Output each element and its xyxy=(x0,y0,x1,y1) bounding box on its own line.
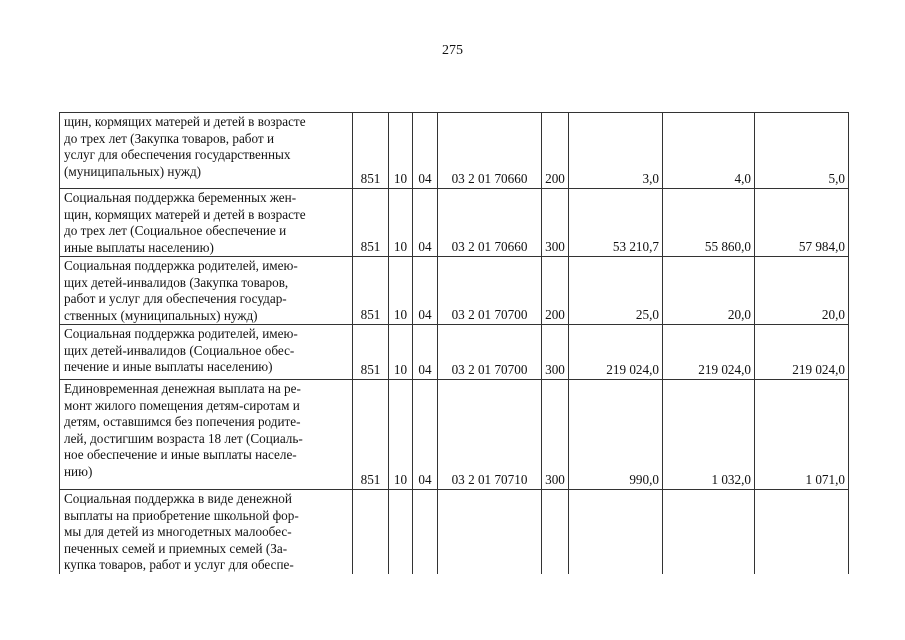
table-row xyxy=(60,189,849,257)
ministry-code-cell xyxy=(353,490,389,574)
amount-year2-cell: 1 032,0 xyxy=(663,380,755,490)
target-article-cell: 03 2 01 70700 xyxy=(438,257,542,325)
subsection-code-cell xyxy=(413,490,438,574)
amount-year2-cell: 4,0 xyxy=(663,113,755,189)
section-code-cell: 10 xyxy=(389,325,413,380)
amount-year1-cell: 3,0 xyxy=(569,113,663,189)
row-name-cell: щин, кормящих матерей и детей в возрасте до трех лет (Закупка товаров, работ и услуг для обеспечения государственных (муниципальных) нужд) xyxy=(60,113,353,189)
subsection-code-cell: 04 xyxy=(413,113,438,189)
table-row xyxy=(60,113,849,189)
amount-year1-cell: 990,0 xyxy=(569,380,663,490)
ministry-code-cell: 851 xyxy=(353,325,389,380)
table-row xyxy=(60,380,849,490)
expense-type-cell: 200 xyxy=(542,113,569,189)
ministry-code-cell: 851 xyxy=(353,257,389,325)
target-article-cell xyxy=(438,490,542,574)
expense-type-cell: 200 xyxy=(542,257,569,325)
amount-year2-cell: 55 860,0 xyxy=(663,189,755,257)
table-row xyxy=(60,325,849,380)
section-code-cell: 10 xyxy=(389,380,413,490)
amount-year2-cell: 219 024,0 xyxy=(663,325,755,380)
amount-year1-cell: 219 024,0 xyxy=(569,325,663,380)
amount-year3-cell: 57 984,0 xyxy=(755,189,849,257)
ministry-code-cell: 851 xyxy=(353,189,389,257)
row-name-cell: Социальная поддержка в виде денежной выплаты на приобретение школьной фор- мы для детей из многодетных малообес- печенных семей и приемных семей (За- купка товаров, работ и услуг для обеспе- xyxy=(60,490,353,574)
amount-year2-cell: 20,0 xyxy=(663,257,755,325)
expense-type-cell: 300 xyxy=(542,325,569,380)
row-name-cell: Единовременная денежная выплата на ре- монт жилого помещения детям-сиротам и детям, оставшимся без попечения родите- лей, достигшим возраста 18 лет (Социаль- ное обеспечение и иные выплаты населе- нию) xyxy=(60,380,353,490)
subsection-code-cell: 04 xyxy=(413,257,438,325)
target-article-cell: 03 2 01 70660 xyxy=(438,113,542,189)
row-name-cell: Социальная поддержка родителей, имею- щих детей-инвалидов (Социальное обес- печение и иные выплаты населению) xyxy=(60,325,353,380)
table-row xyxy=(60,257,849,325)
subsection-code-cell: 04 xyxy=(413,325,438,380)
table-row xyxy=(60,490,849,574)
amount-year1-cell: 53 210,7 xyxy=(569,189,663,257)
target-article-cell: 03 2 01 70710 xyxy=(438,380,542,490)
ministry-code-cell: 851 xyxy=(353,113,389,189)
page-number: 275 xyxy=(442,43,463,58)
section-code-cell: 10 xyxy=(389,257,413,325)
amount-year2-cell xyxy=(663,490,755,574)
section-code-cell xyxy=(389,490,413,574)
expense-type-cell: 300 xyxy=(542,380,569,490)
subsection-code-cell: 04 xyxy=(413,189,438,257)
amount-year3-cell xyxy=(755,490,849,574)
amount-year1-cell: 25,0 xyxy=(569,257,663,325)
amount-year3-cell: 1 071,0 xyxy=(755,380,849,490)
amount-year3-cell: 219 024,0 xyxy=(755,325,849,380)
target-article-cell: 03 2 01 70700 xyxy=(438,325,542,380)
row-name-cell: Социальная поддержка родителей, имею- щих детей-инвалидов (Закупка товаров, работ и услуг для обеспечения государ- ственных (муниципальных) нужд) xyxy=(60,257,353,325)
section-code-cell: 10 xyxy=(389,113,413,189)
row-name-cell: Социальная поддержка беременных жен- щин, кормящих матерей и детей в возрасте до трех лет (Социальное обеспечение и иные выплаты населению) xyxy=(60,189,353,257)
amount-year3-cell: 20,0 xyxy=(755,257,849,325)
expense-type-cell xyxy=(542,490,569,574)
section-code-cell: 10 xyxy=(389,189,413,257)
expense-type-cell: 300 xyxy=(542,189,569,257)
subsection-code-cell: 04 xyxy=(413,380,438,490)
table-body xyxy=(60,113,849,574)
amount-year3-cell: 5,0 xyxy=(755,113,849,189)
ministry-code-cell: 851 xyxy=(353,380,389,490)
amount-year1-cell xyxy=(569,490,663,574)
target-article-cell: 03 2 01 70660 xyxy=(438,189,542,257)
budget-table xyxy=(59,112,849,574)
